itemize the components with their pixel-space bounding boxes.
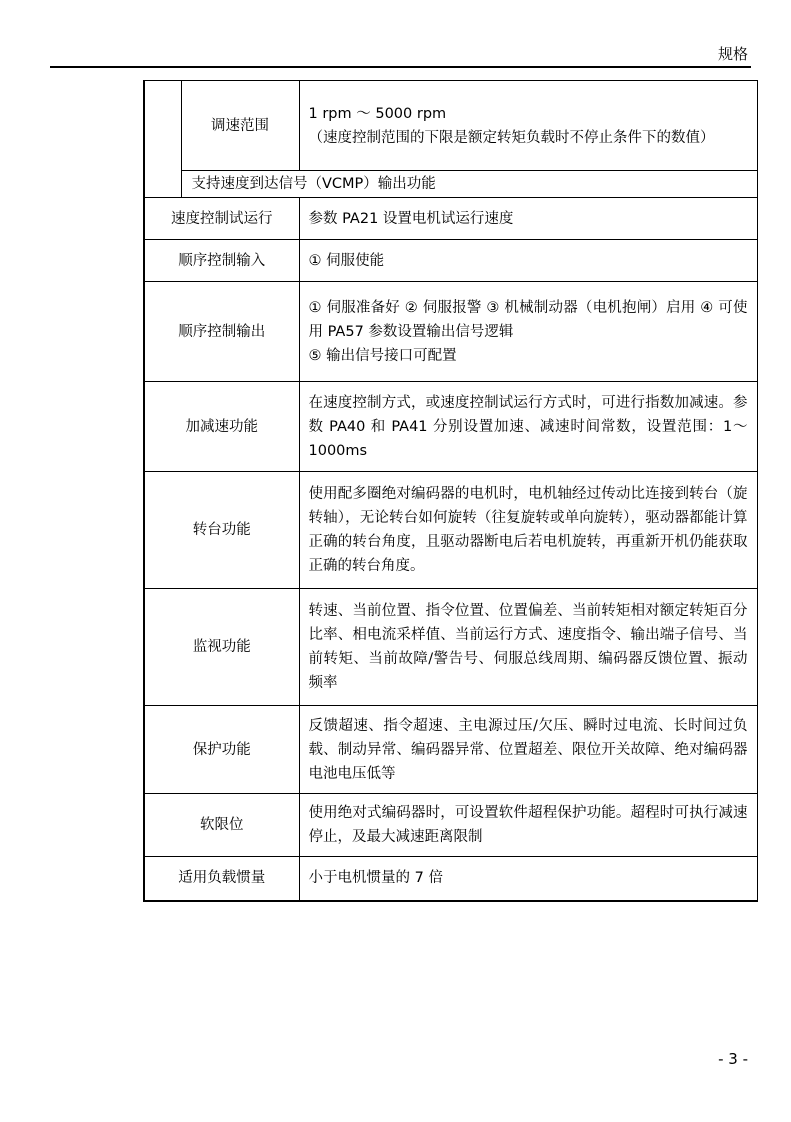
page-header-title: 规格 (717, 45, 748, 63)
row-label: 软限位 (144, 794, 299, 857)
table-row (144, 857, 757, 901)
row-value-text: ⑤ 输出信号接口可配置 (308, 347, 457, 364)
table-row (144, 794, 757, 857)
table-row (144, 706, 757, 794)
row-value: 转速、当前位置、指令位置、位置偏差、当前转矩相对额定转矩百分比率、相电流采样值、当前运行方式、速度指令、输出端子信号、当前转矩、当前故障/警告号、伺服总线周期、编码器反馈位置、振动频率 (299, 589, 757, 706)
row-label: 调速范围 (181, 81, 299, 171)
spec-table (143, 80, 758, 902)
row-label: 保护功能 (144, 706, 299, 794)
row-label: 监视功能 (144, 589, 299, 706)
group-cell (144, 81, 181, 198)
row-label: 顺序控制输出 (144, 282, 299, 382)
speed-range-note: （速度控制范围的下限是额定转矩负载时不停止条件下的数值） (308, 129, 715, 146)
row-label: 适用负载惯量 (144, 857, 299, 901)
row-value (299, 282, 757, 382)
row-label: 转台功能 (144, 472, 299, 589)
row-value (299, 81, 757, 171)
table-row (144, 198, 757, 240)
table-row (144, 589, 757, 706)
table-row (144, 382, 757, 472)
row-value: 使用配多圈绝对编码器的电机时，电机轴经过传动比连接到转台（旋转轴），无论转台如何旋转（往复旋转或单向旋转），驱动器都能计算正确的转台角度，且驱动器断电后若电机旋转，再重新开机仍能获取正确的转台角度。 (299, 472, 757, 589)
page-number: - 3 - (718, 1050, 748, 1068)
table-row (144, 472, 757, 589)
row-label: 速度控制试运行 (144, 198, 299, 240)
header-rule (50, 66, 751, 68)
table-row (144, 171, 757, 198)
row-value: 参数 PA21 设置电机试运行速度 (299, 198, 757, 240)
row-label: 加减速功能 (144, 382, 299, 472)
table-row (144, 282, 757, 382)
row-value: ① 伺服使能 (299, 240, 757, 282)
speed-range-text: 1 rpm ～ 5000 rpm (308, 105, 447, 122)
vcmp-feature: 支持速度到达信号（VCMP）输出功能 (181, 171, 757, 198)
row-value-text: ① 伺服准备好 ② 伺服报警 ③ 机械制动器（电机抱闸）启用 ④ 可使用 PA57 参数设置输出信号逻辑 (308, 299, 748, 340)
table-row (144, 81, 757, 171)
row-value: 使用绝对式编码器时，可设置软件超程保护功能。超程时可执行减速停止，及最大减速距离限制 (299, 794, 757, 857)
row-value: 反馈超速、指令超速、主电源过压/欠压、瞬时过电流、长时间过负载、制动异常、编码器异常、位置超差、限位开关故障、绝对编码器电池电压低等 (299, 706, 757, 794)
row-label: 顺序控制输入 (144, 240, 299, 282)
table-row (144, 240, 757, 282)
row-value: 小于电机惯量的 7 倍 (299, 857, 757, 901)
row-value: 在速度控制方式，或速度控制试运行方式时，可进行指数加减速。参数 PA40 和 PA41 分别设置加速、减速时间常数，设置范围：1～1000ms (299, 382, 757, 472)
